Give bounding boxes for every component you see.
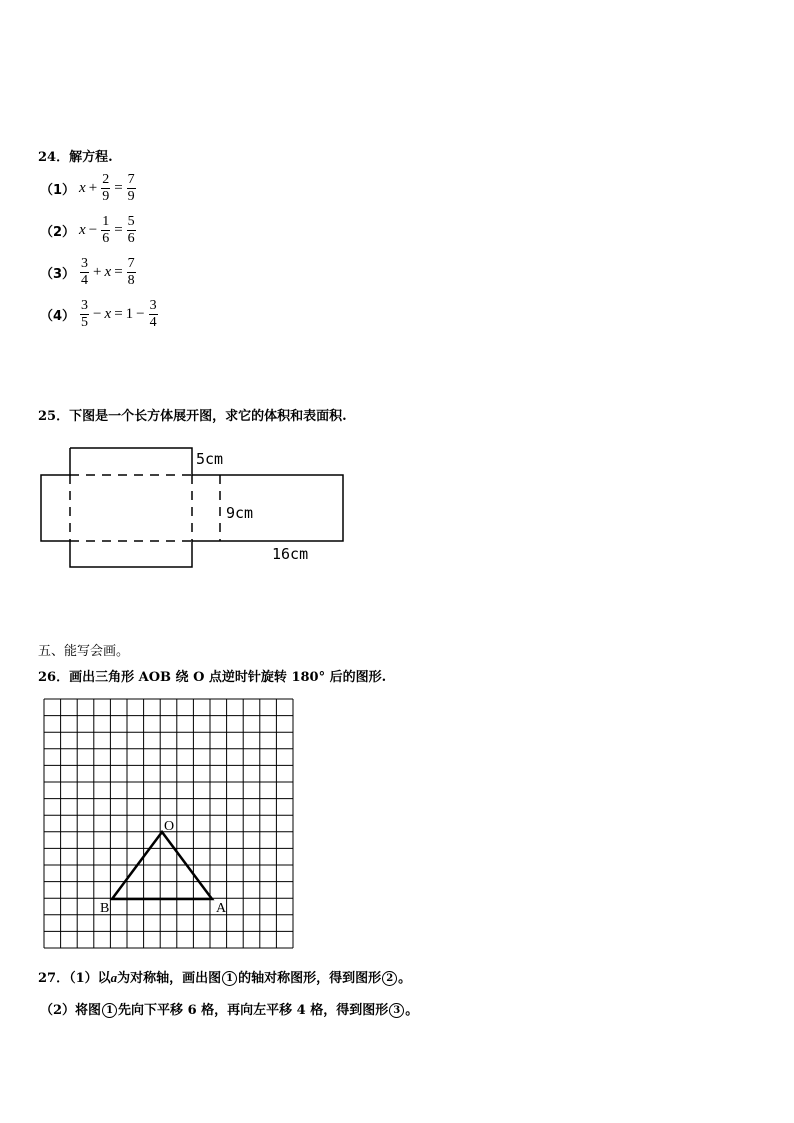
operator: − <box>93 306 102 322</box>
q27-line-1 <box>38 967 411 986</box>
numerator: 7 <box>127 172 135 187</box>
var-x: x <box>79 222 86 238</box>
operator: + <box>93 264 102 280</box>
dim-label-width: 9cm <box>226 504 254 522</box>
equation-label: （4） <box>40 309 76 324</box>
numerator: 1 <box>102 214 110 229</box>
numerator: 7 <box>127 256 135 271</box>
denominator: 6 <box>102 231 110 246</box>
var-x: x <box>104 264 112 280</box>
equals: = <box>114 222 123 238</box>
q27-text: 。 <box>405 1003 419 1018</box>
denominator: 8 <box>127 273 135 288</box>
q27-line-2 <box>40 999 418 1018</box>
equals: = <box>114 306 123 322</box>
numerator: 2 <box>102 172 110 187</box>
q26-title: 26．画出三角形 AOB 绕 O 点逆时针旋转 180° 后的图形. <box>38 670 387 685</box>
q25-title: 25．下图是一个长方体展开图，求它的体积和表面积. <box>38 409 347 424</box>
numerator: 3 <box>81 298 89 313</box>
dim-label-length: 16cm <box>272 545 309 563</box>
symmetry-axis-symbol: a <box>110 970 118 985</box>
var-x: x <box>79 180 86 196</box>
equation-label: （2） <box>40 225 76 240</box>
q27-text: 先向下平移 6 格，再向左平移 4 格，得到图形 <box>118 1003 389 1018</box>
operator: − <box>88 222 98 238</box>
point-label-a: A <box>216 901 227 916</box>
denominator: 9 <box>127 189 135 204</box>
numerator: 3 <box>149 298 157 313</box>
number-one: 1 <box>125 306 134 322</box>
denominator: 6 <box>127 231 135 246</box>
q27-text: 27．（1）以 <box>38 971 111 986</box>
denominator: 9 <box>102 189 110 204</box>
dim-label-height: 5cm <box>196 450 224 468</box>
circled-number: 1 <box>102 1003 117 1018</box>
equals: = <box>114 264 123 280</box>
circled-number: 1 <box>222 971 237 986</box>
equation-label: （3） <box>40 267 76 282</box>
circled-number: 2 <box>382 971 397 986</box>
numerator: 3 <box>81 256 89 271</box>
section-title: 五、能写会画。 <box>38 644 130 659</box>
denominator: 4 <box>149 315 157 330</box>
var-x: x <box>104 306 112 322</box>
equation-label: （1） <box>40 183 76 198</box>
numerator: 5 <box>127 214 135 229</box>
point-label-o: O <box>164 819 175 834</box>
q27-text: 的轴对称图形，得到图形 <box>238 971 382 986</box>
point-label-b: B <box>100 901 110 916</box>
equals: = <box>114 180 123 196</box>
q24-title: 24．解方程. <box>38 150 113 165</box>
denominator: 4 <box>81 273 89 288</box>
q27-text: 为对称轴，画出图 <box>117 971 222 986</box>
q27-text: （2）将图 <box>40 1003 102 1018</box>
q27-text: 。 <box>398 971 412 986</box>
denominator: 5 <box>81 315 89 330</box>
operator: − <box>136 306 145 322</box>
circled-number: 3 <box>389 1003 404 1018</box>
operator: + <box>88 180 98 196</box>
